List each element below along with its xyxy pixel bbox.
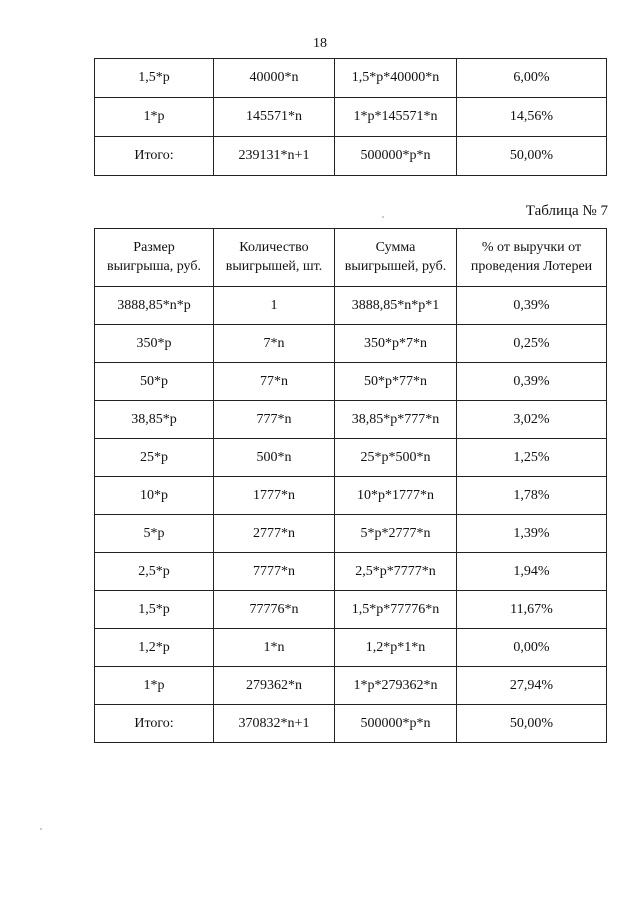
table-cell: 500000*p*n (335, 705, 457, 743)
table-cell: 50*p (95, 363, 214, 401)
header-prize-size (95, 229, 214, 287)
table-cell: 25*p (95, 439, 214, 477)
table-cell: 350*p (95, 325, 214, 363)
table-cell: 3888,85*n*p*1 (335, 287, 457, 325)
table-cell: 1,5*p (95, 591, 214, 629)
header-text: проведения Лотереи (470, 258, 593, 274)
table-row (95, 591, 607, 629)
header-text: Сумма (375, 239, 416, 255)
table-cell: 1,5*p*77776*n (335, 591, 457, 629)
table-cell: 279362*n (214, 667, 335, 705)
scan-speck (40, 828, 42, 830)
table-row (95, 363, 607, 401)
table-cell: 10*p (95, 477, 214, 515)
table-cell: 0,25% (457, 325, 607, 363)
table-cell: 2,5*p (95, 553, 214, 591)
table-cell: 14,56% (457, 98, 607, 137)
table-7-caption: Таблица № 7 (525, 203, 608, 219)
table-cell: 1777*n (214, 477, 335, 515)
table-cell: 27,94% (457, 667, 607, 705)
table-cell: 7*n (214, 325, 335, 363)
table-cell: 5*p (95, 515, 214, 553)
table-cell: 6,00% (457, 59, 607, 98)
table-cell: 1,78% (457, 477, 607, 515)
table-row (95, 477, 607, 515)
table-row (95, 629, 607, 667)
table-cell: Итого: (95, 705, 214, 743)
table-cell: 10*p*1777*n (335, 477, 457, 515)
table-row (95, 705, 607, 743)
prizes-table-continued (94, 58, 607, 176)
table-cell: 3,02% (457, 401, 607, 439)
table-7-header-row (95, 229, 607, 287)
table-cell: 5*p*2777*n (335, 515, 457, 553)
table-cell: 1,25% (457, 439, 607, 477)
header-text: Количество (239, 239, 309, 255)
table-cell: 38,85*p (95, 401, 214, 439)
table-row (95, 553, 607, 591)
table-cell: 1*p (95, 98, 214, 137)
table-cell: 11,67% (457, 591, 607, 629)
header-prize-count (214, 229, 335, 287)
table-row (95, 98, 607, 137)
table-cell: 25*p*500*n (335, 439, 457, 477)
header-text: выигрышей, шт. (225, 258, 323, 274)
table-cell: 7777*n (214, 553, 335, 591)
table-row (95, 59, 607, 98)
table-cell: 77*n (214, 363, 335, 401)
table-cell: Итого: (95, 137, 214, 176)
header-text: выигрышей, руб. (344, 258, 447, 274)
table-cell: 1,94% (457, 553, 607, 591)
table-cell: 0,39% (457, 363, 607, 401)
table-cell: 1 (214, 287, 335, 325)
table-cell: 1,5*p (95, 59, 214, 98)
table-cell: 1,2*p*1*n (335, 629, 457, 667)
scan-speck (382, 216, 384, 218)
table-cell: 1,2*p (95, 629, 214, 667)
table-cell: 40000*n (214, 59, 335, 98)
table-cell: 1,5*p*40000*n (335, 59, 457, 98)
table-cell: 500000*p*n (335, 137, 457, 176)
header-prize-sum (335, 229, 457, 287)
header-text: % от выручки от (481, 239, 582, 255)
table-cell: 77776*n (214, 591, 335, 629)
table-cell: 0,39% (457, 287, 607, 325)
header-text: Размер (133, 239, 175, 255)
table-cell: 50*p*77*n (335, 363, 457, 401)
table-row (95, 667, 607, 705)
table-cell: 1*p*145571*n (335, 98, 457, 137)
table-cell: 50,00% (457, 705, 607, 743)
table-cell: 145571*n (214, 98, 335, 137)
table-row (95, 401, 607, 439)
table-row (95, 287, 607, 325)
table-7 (94, 228, 607, 743)
table-cell: 239131*n+1 (214, 137, 335, 176)
table-cell: 777*n (214, 401, 335, 439)
table-cell: 370832*n+1 (214, 705, 335, 743)
header-revenue-percent (457, 229, 607, 287)
table-cell: 2,5*p*7777*n (335, 553, 457, 591)
table-cell: 1*p*279362*n (335, 667, 457, 705)
table-row (95, 439, 607, 477)
table-row (95, 515, 607, 553)
table-row (95, 325, 607, 363)
table-cell: 1,39% (457, 515, 607, 553)
table-cell: 1*n (214, 629, 335, 667)
page-number: 18 (313, 36, 327, 51)
table-7-body (95, 287, 607, 743)
table-cell: 350*p*7*n (335, 325, 457, 363)
table-cell: 0,00% (457, 629, 607, 667)
table-cell: 2777*n (214, 515, 335, 553)
table-cell: 38,85*p*777*n (335, 401, 457, 439)
prizes-table-continued-body (95, 59, 607, 176)
table-row (95, 137, 607, 176)
table-cell: 50,00% (457, 137, 607, 176)
table-cell: 1*p (95, 667, 214, 705)
table-cell: 500*n (214, 439, 335, 477)
header-text: выигрыша, руб. (107, 258, 201, 274)
table-cell: 3888,85*n*p (95, 287, 214, 325)
